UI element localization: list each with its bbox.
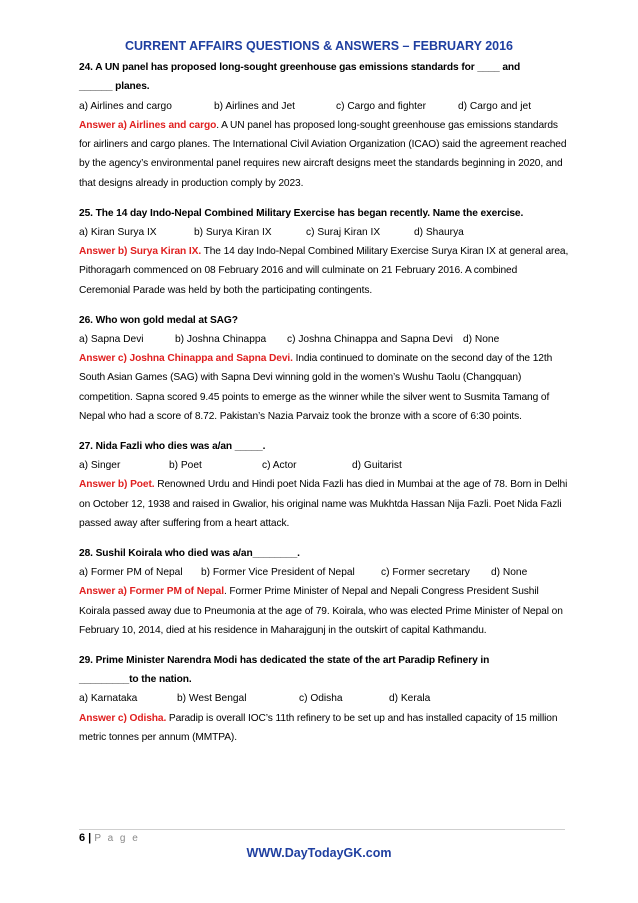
website-link[interactable]: WWW.DayTodayGK.com (246, 846, 392, 860)
options-row (79, 456, 569, 475)
option: d) Guitarist (352, 460, 402, 472)
option: d) Shaurya (414, 226, 464, 238)
option: b) Surya Kiran IX (194, 226, 272, 238)
answer-paragraph (79, 242, 569, 300)
question-text: ______ planes. (79, 81, 150, 93)
question-text: 29. Prime Minister Narendra Modi has dedicated the state of the art Paradip Refinery in (79, 654, 490, 666)
answer-explanation: Paradip is overall IOC’s 11th refinery to be set up and has installed capacity of 15 million metric tonnes per annum (MMTPA). (79, 712, 558, 743)
option: d) Kerala (389, 693, 431, 705)
question-block (79, 651, 569, 747)
options-row (79, 563, 569, 582)
answer-paragraph (79, 709, 569, 748)
question-text: 26. Who won gold medal at SAG? (79, 314, 238, 326)
answer-explanation: . A UN panel has proposed long-sought greenhouse gas emissions standards for airliners and cargo planes. The International Civil Aviation Organization (ICAO) said the agreement reached by the agency’s environmental panel requires new aircraft designs meet the standards beginning in 2020, and that designs already in production comply by 2023. (79, 119, 567, 189)
option: c) Odisha (299, 693, 343, 705)
question-block (79, 204, 569, 300)
option: c) Former secretary (381, 567, 470, 579)
page-header-title: CURRENT AFFAIRS QUESTIONS & ANSWERS – FEBRUARY 2016 (124, 39, 514, 53)
question-text: 25. The 14 day Indo-Nepal Combined Military Exercise has began recently. Name the exercise. (79, 207, 524, 219)
option: a) Sapna Devi (79, 333, 144, 345)
question-text: 27. Nida Fazli who dies was a/an _____. (79, 440, 266, 452)
option: c) Joshna Chinappa and Sapna Devi (287, 333, 453, 345)
option: b) West Bengal (177, 693, 247, 705)
question-block (79, 437, 569, 533)
options-row (79, 330, 569, 349)
answer-label: Answer b) Poet. (79, 479, 155, 491)
footer-divider (79, 829, 565, 830)
option: b) Poet (169, 460, 202, 472)
answer-label: Answer b) Surya Kiran IX. (79, 246, 202, 258)
option: d) None (491, 567, 528, 579)
question-text: 24. A UN panel has proposed long-sought greenhouse gas emissions standards for ____ and (79, 62, 521, 73)
answer-label: Answer c) Joshna Chinappa and Sapna Devi. (79, 353, 293, 365)
option: a) Former PM of Nepal (79, 567, 183, 579)
option: a) Airlines and cargo (79, 100, 172, 112)
page-number-footer (79, 832, 140, 844)
answer-label: Answer a) Former PM of Nepal (79, 586, 224, 598)
question-text: _________to the nation. (79, 674, 192, 686)
question-text: 28. Sushil Koirala who died was a/an________. (79, 547, 300, 559)
page-separator: | (85, 832, 95, 844)
question-block (79, 311, 569, 427)
option: c) Actor (262, 460, 297, 472)
answer-explanation: The 14 day Indo-Nepal Combined Military Exercise Surya Kiran IX at general area, Pithoragarh commenced on 08 February 2016 and will culminate on 21 February 2016. A combined Ceremonial Parade was held by both the participating contingents. (79, 246, 569, 296)
options-row (79, 97, 569, 116)
questions-list (79, 58, 569, 758)
answer-label: Answer c) Odisha. (79, 712, 167, 724)
answer-label: Answer a) Airlines and cargo (79, 119, 217, 131)
option: c) Suraj Kiran IX (306, 226, 381, 238)
answer-explanation: . Former Prime Minister of Nepal and Nepali Congress President Sushil Koirala passed away due to Pneumonia at the age of 79. Koirala, who was elected Prime Minister of Nepal on February 10, 2014, died at his residence in Maharajgunj in the outskirt of capital Kathmandu. (79, 586, 563, 637)
option: b) Joshna Chinappa (175, 333, 267, 345)
page-number: 6 (79, 832, 86, 844)
option: a) Singer (79, 460, 121, 472)
question-block (79, 58, 569, 193)
answer-paragraph (79, 116, 569, 193)
answer-paragraph (79, 475, 569, 533)
option: b) Airlines and Jet (214, 100, 295, 112)
page-word: P a g e (94, 833, 140, 844)
option: d) Cargo and jet (458, 100, 532, 112)
options-row (79, 223, 569, 242)
option: d) None (463, 333, 500, 345)
option: c) Cargo and fighter (336, 100, 427, 112)
option: a) Karnataka (79, 693, 138, 705)
options-row (79, 689, 569, 708)
option: a) Kiran Surya IX (79, 226, 157, 238)
question-block (79, 544, 569, 640)
answer-paragraph (79, 582, 569, 640)
answer-explanation: India continued to dominate on the second day of the 12th South Asian Games (SAG) with Sapna Devi winning gold in the women’s Wushu Taolu (Changquan) competition. Sapna scored 9.45 points to emerge as the winner while the silver went to Susmita Tamang of Nepal who had a score of 8.72. Pakistan’s Nazia Parvaiz took the bronze with a score of 6:30 points. (79, 353, 553, 423)
option: b) Former Vice President of Nepal (201, 567, 355, 579)
answer-paragraph (79, 349, 569, 426)
answer-explanation: Renowned Urdu and Hindi poet Nida Fazli has died in Mumbai at the age of 78. Born in Delhi on October 12, 1938 and raised in Gwalior, his original name was Mukhtda Hassan Nija Fazli. Poet Nida Fazli passed away after suffering from a heart attack. (79, 479, 568, 530)
